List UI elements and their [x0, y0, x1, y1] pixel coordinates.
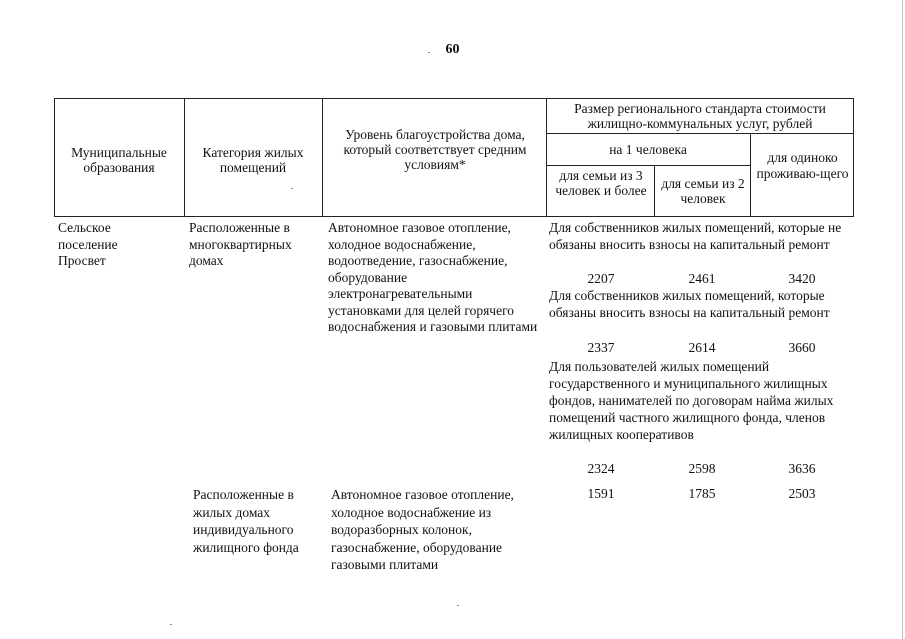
header-standard: Размер регионального стандарта стоимости жилищно-коммунальных услуг, рублей — [574, 101, 826, 131]
row1-level: Автономное газовое отопление, холодное водоснабжение, водоотведение, газоснабжение, оборудование электронагревательными установками для целей горячего водоснабжения и газовыми плитами — [328, 220, 538, 334]
municipality-name: Сельское поселение Просвет — [58, 220, 118, 268]
row2-family3: 1591 — [587, 486, 615, 501]
row1-group2-label: Для собственников жилых помещений, которые обязаны вносить взносы на капитальный ремонт — [549, 288, 830, 320]
page-edge — [902, 0, 903, 639]
row1-group1-single: 3420 — [788, 271, 816, 286]
row1-group2-single: 3660 — [788, 340, 816, 355]
row1-group3-family3: 2324 — [587, 461, 615, 476]
row1-group1-label: Для собственников жилых помещений, которые не обязаны вносить взносы на капитальный ремонт — [549, 220, 842, 252]
row1-group3-single: 3636 — [788, 461, 816, 476]
header-municipality: Муниципальные образования — [71, 145, 167, 175]
row1-group3-label: Для пользователей жилых помещений государственного и муниципального жилищных фондов, нанимателей по договорам найма жилых помещений частного жилищного фонда, членов жилищных кооперативов — [549, 359, 834, 442]
page-number: 60 — [445, 42, 460, 57]
row1-group1-family2: 2461 — [688, 271, 716, 286]
row1-category: Расположенные в многоквартирных домах — [189, 220, 292, 268]
row2-single: 2503 — [788, 486, 816, 501]
row1-group1-family3: 2207 — [587, 271, 615, 286]
header-family-3: для семьи из 3 человек и более — [555, 168, 647, 198]
row2-family2: 1785 — [688, 486, 716, 501]
header-single: для одиноко проживаю-щего — [756, 150, 849, 181]
row1-group3-family2: 2598 — [688, 461, 716, 476]
row1-group2-family2: 2614 — [688, 340, 716, 355]
row1-group2-family3: 2337 — [587, 340, 615, 355]
header-category: Категория жилых помещений — [202, 145, 304, 175]
header-family-2: для семьи из 2 человек — [661, 176, 745, 206]
header-per-person: на 1 человека — [609, 142, 687, 157]
row2-level: Автономное газовое отопление, холодное водоснабжение из водоразборных колонок, газоснабжение, оборудование газовыми плитами — [331, 487, 514, 572]
header-level: Уровень благоустройства дома, который соответствует средним условиям* — [343, 127, 527, 172]
row2-category: Расположенные в жилых домах индивидуального жилищного фонда — [193, 487, 299, 555]
